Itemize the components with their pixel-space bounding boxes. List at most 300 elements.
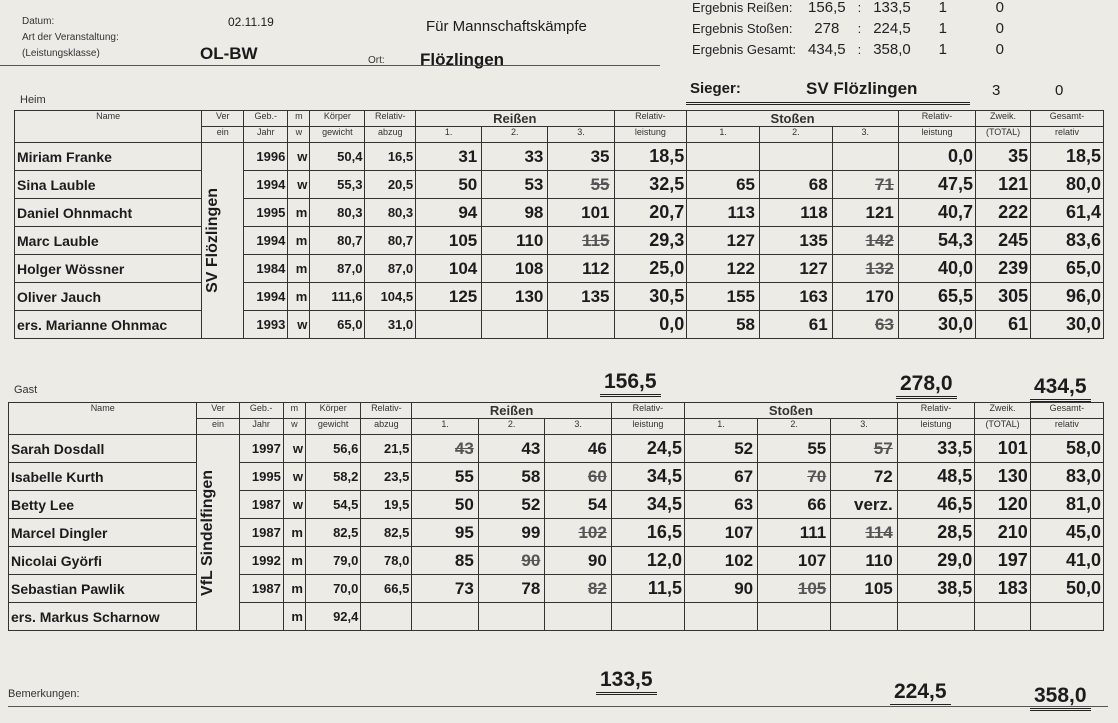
cell-mw: w [288,311,310,339]
points-a: 1 [938,0,947,16]
cell-s3: 105 [831,575,898,603]
athlete-row [15,199,1104,227]
cell-s2: 55 [758,435,831,463]
cell-rr: 25,0 [614,255,687,283]
cell-jahr: 1994 [244,171,288,199]
col-header-gs1: Gesamt- [1031,111,1104,127]
cell-gesamt: 96,0 [1031,283,1104,311]
cell-s3: 142 [832,227,898,255]
cell-r2: 78 [478,575,544,603]
cell-mw: m [283,547,305,575]
cell-kg: 54,5 [305,491,360,519]
cell-sr: 28,5 [897,519,975,547]
cell-rr: 11,5 [611,575,684,603]
cell-sr: 0,0 [898,143,975,171]
cell-s2: 127 [759,255,832,283]
sieger-points-b: 0 [1055,82,1064,99]
result-label: Ergebnis Gesamt: [692,42,797,57]
gast-sum-gesamt: 358,0 [1030,684,1091,711]
cell-r3: 112 [548,255,614,283]
col-header-kg1: Körper [310,111,365,127]
cell-rr: 34,5 [611,463,684,491]
col-header-name: Name [9,403,197,435]
cell-sr [897,603,975,631]
col-header-verein1: Ver [202,111,244,127]
cell-s1: 63 [684,491,757,519]
athlete-row [9,463,1104,491]
cell-r1 [416,311,482,339]
cell-rr [611,603,684,631]
result-b: 358,0 [873,41,911,58]
cell-total: 183 [975,575,1030,603]
cell-r2 [482,311,548,339]
col-header-reissen: Reißen [412,403,611,419]
cell-total: 101 [975,435,1030,463]
cell-r3: 54 [545,491,612,519]
cell-abzug: 66,5 [361,575,412,603]
cell-s2: 163 [759,283,832,311]
col-header-gs2: relativ [1031,127,1104,143]
cell-s2: 66 [758,491,831,519]
gast-sum-reissen: 133,5 [596,668,657,695]
cell-rr: 24,5 [611,435,684,463]
cell-s1: 127 [687,227,760,255]
cell-kg: 80,3 [310,199,365,227]
athlete-row [15,143,1104,171]
athlete-row [15,171,1104,199]
cell-s1: 107 [684,519,757,547]
result-label: Ergebnis Stoßen: [692,21,793,36]
cell-gesamt: 45,0 [1030,519,1103,547]
klasse-label: (Leistungsklasse) [22,48,100,59]
gast-sum-stossen: 224,5 [890,680,951,707]
col-header-zw1: Zweik. [975,403,1030,419]
cell-r1: 104 [416,255,482,283]
col-header-mw1: m [283,403,305,419]
cell-gesamt: 41,0 [1030,547,1103,575]
athlete-row [15,283,1104,311]
col-header-a1: 1. [416,127,482,143]
cell-r2: 53 [482,171,548,199]
col-header-rl2: leistung [611,419,684,435]
col-header-stossen: Stoßen [687,111,899,127]
cell-gesamt: 83,6 [1031,227,1104,255]
athlete-row [9,435,1104,463]
col-header-rel2: abzug [361,419,412,435]
cell-s2: 68 [759,171,832,199]
cell-s3: 114 [831,519,898,547]
cell-r2: 90 [478,547,544,575]
ort-value: Flözlingen [420,50,505,69]
cell-r2 [478,603,544,631]
header-row [15,111,1104,127]
points-b: 0 [995,0,1004,16]
cell-jahr: 1984 [244,255,288,283]
cell-r2: 58 [478,463,544,491]
col-header-kg1: Körper [305,403,360,419]
cell-kg: 92,4 [305,603,360,631]
cell-rr: 30,5 [614,283,687,311]
cell-kg: 56,6 [305,435,360,463]
sieger-label: Sieger: [690,80,741,97]
cell-s3: 110 [831,547,898,575]
cell-r3: 82 [545,575,612,603]
cell-s2 [759,143,832,171]
col-header-stossen: Stoßen [684,403,897,419]
cell-jahr: 1994 [244,283,288,311]
cell-gesamt: 80,0 [1031,171,1104,199]
col-header-a2: 2. [758,419,831,435]
col-header-verein2: ein [197,419,239,435]
athlete-row [9,547,1104,575]
cell-jahr: 1992 [239,547,283,575]
cell-jahr: 1996 [244,143,288,171]
athlete-name: ers. Markus Scharnow [9,603,197,631]
cell-mw: w [283,463,305,491]
bemerkungen-line [8,706,1108,707]
cell-s3: verz. [831,491,898,519]
cell-abzug: 78,0 [361,547,412,575]
header-row [9,403,1104,419]
cell-r2: 52 [478,491,544,519]
cell-r1: 95 [412,519,478,547]
cell-gesamt: 18,5 [1031,143,1104,171]
col-header-a1: 1. [412,419,478,435]
result-label: Ergebnis Reißen: [692,0,793,15]
col-header-rl1: Relativ- [897,403,975,419]
col-header-rel1: Relativ- [365,111,416,127]
cell-s3: 170 [832,283,898,311]
cell-r2: 98 [482,199,548,227]
cell-s3: 132 [832,255,898,283]
cell-r3: 55 [548,171,614,199]
cell-s1 [684,603,757,631]
cell-jahr [239,603,283,631]
cell-r3 [548,311,614,339]
cell-kg: 79,0 [305,547,360,575]
col-header-geb1: Geb.- [244,111,288,127]
cell-total: 121 [976,171,1031,199]
points-b: 0 [995,20,1004,37]
cell-mw: m [283,575,305,603]
cell-total [975,603,1030,631]
result-a: 434,5 [808,41,846,58]
heim-label: Heim [20,94,46,106]
cell-kg: 50,4 [310,143,365,171]
cell-r1: 94 [416,199,482,227]
cell-jahr: 1995 [239,463,283,491]
cell-s2 [758,603,831,631]
athlete-name: Betty Lee [9,491,197,519]
cell-total: 61 [976,311,1031,339]
athlete-name: Holger Wössner [15,255,202,283]
cell-sr: 40,7 [898,199,975,227]
sieger-value: SV Flözlingen [806,79,918,98]
col-header-rel2: abzug [365,127,416,143]
col-header-mw1: m [288,111,310,127]
cell-jahr: 1997 [239,435,283,463]
cell-gesamt: 30,0 [1031,311,1104,339]
cell-r1: 105 [416,227,482,255]
cell-sr: 40,0 [898,255,975,283]
athlete-name: Oliver Jauch [15,283,202,311]
cell-s1: 90 [684,575,757,603]
gast-table [8,402,1104,631]
cell-gesamt: 58,0 [1030,435,1103,463]
athlete-name: Marcel Dingler [9,519,197,547]
cell-rr: 32,5 [614,171,687,199]
cell-r3: 115 [548,227,614,255]
cell-rr: 18,5 [614,143,687,171]
col-header-a3: 3. [545,419,612,435]
points-a: 1 [938,20,947,37]
cell-s3: 72 [831,463,898,491]
cell-kg: 87,0 [310,255,365,283]
athlete-name: Marc Lauble [15,227,202,255]
datum-value: 02.11.19 [228,15,274,29]
cell-abzug: 19,5 [361,491,412,519]
col-header-reissen: Reißen [416,111,614,127]
cell-jahr: 1994 [244,227,288,255]
col-header-rl2: leistung [898,127,975,143]
datum-label: Datum: [22,16,55,27]
points-b: 0 [995,41,1004,58]
cell-r2: 108 [482,255,548,283]
cell-gesamt: 50,0 [1030,575,1103,603]
col-header-geb2: Jahr [239,419,283,435]
cell-r1: 50 [416,171,482,199]
cell-rr: 20,7 [614,199,687,227]
col-header-geb2: Jahr [244,127,288,143]
cell-r1: 31 [416,143,482,171]
cell-gesamt: 81,0 [1030,491,1103,519]
cell-abzug: 104,5 [365,283,416,311]
gast-label: Gast [14,384,38,396]
athlete-row [9,519,1104,547]
cell-abzug: 82,5 [361,519,412,547]
cell-gesamt: 65,0 [1031,255,1104,283]
cell-abzug: 20,5 [365,171,416,199]
cell-sr: 54,3 [898,227,975,255]
col-header-geb1: Geb.- [239,403,283,419]
cell-total: 35 [976,143,1031,171]
col-header-verein1: Ver [197,403,239,419]
cell-abzug: 21,5 [361,435,412,463]
cell-s1 [687,143,760,171]
col-header-a2: 2. [759,127,832,143]
col-header-mw2: w [283,419,305,435]
cell-s2: 105 [758,575,831,603]
heim-table [14,110,1104,339]
athlete-row [15,311,1104,339]
cell-mw: m [288,199,310,227]
cell-total: 305 [976,283,1031,311]
result-b: 133,5 [873,0,911,16]
cell-s2: 107 [758,547,831,575]
col-header-zw1: Zweik. [976,111,1031,127]
col-header-rel1: Relativ- [361,403,412,419]
result-a: 278 [814,20,840,37]
cell-mw: m [283,519,305,547]
cell-r1 [412,603,478,631]
cell-mw: m [288,255,310,283]
cell-sr: 30,0 [898,311,975,339]
cell-s2: 61 [759,311,832,339]
cell-sr: 29,0 [897,547,975,575]
cell-sr: 38,5 [897,575,975,603]
athlete-row [15,227,1104,255]
cell-s3: 63 [832,311,898,339]
cell-s1: 102 [684,547,757,575]
athlete-name: Isabelle Kurth [9,463,197,491]
cell-sr: 65,5 [898,283,975,311]
cell-jahr: 1987 [239,575,283,603]
cell-s3 [831,603,898,631]
athlete-name: ers. Marianne Ohnmac [15,311,202,339]
cell-total: 222 [976,199,1031,227]
cell-kg: 55,3 [310,171,365,199]
cell-r3: 35 [548,143,614,171]
cell-jahr: 1993 [244,311,288,339]
cell-s1: 65 [687,171,760,199]
cell-r3: 60 [545,463,612,491]
cell-r3 [545,603,612,631]
cell-r2: 130 [482,283,548,311]
cell-abzug: 87,0 [365,255,416,283]
cell-kg: 70,0 [305,575,360,603]
col-header-mw2: w [288,127,310,143]
col-header-rl1: Relativ- [614,111,687,127]
cell-r3: 101 [548,199,614,227]
cell-abzug [361,603,412,631]
cell-abzug: 31,0 [365,311,416,339]
heim-sum-stossen: 278,0 [896,372,957,399]
col-header-a3: 3. [831,419,898,435]
cell-r1: 73 [412,575,478,603]
result-a: 156,5 [808,0,846,16]
col-header-zw2: (TOTAL) [976,127,1031,143]
cell-kg: 65,0 [310,311,365,339]
cell-s3: 71 [832,171,898,199]
cell-rr: 16,5 [611,519,684,547]
cell-s1: 113 [687,199,760,227]
athlete-row [15,255,1104,283]
col-header-a2: 2. [478,419,544,435]
cell-mw: w [288,171,310,199]
mannschaft-title: Für Mannschaftskämpfe [426,18,587,35]
cell-mw: w [288,143,310,171]
cell-total: 210 [975,519,1030,547]
cell-s3 [832,143,898,171]
cell-sr: 47,5 [898,171,975,199]
sieger-rule [686,102,970,105]
col-header-verein2: ein [202,127,244,143]
cell-mw: m [288,227,310,255]
cell-gesamt: 61,4 [1031,199,1104,227]
cell-r1: 85 [412,547,478,575]
cell-mw: w [283,491,305,519]
athlete-row [9,491,1104,519]
cell-gesamt [1030,603,1103,631]
cell-s2: 111 [758,519,831,547]
cell-kg: 82,5 [305,519,360,547]
col-header-zw2: (TOTAL) [975,419,1030,435]
cell-kg: 58,2 [305,463,360,491]
cell-abzug: 16,5 [365,143,416,171]
cell-kg: 80,7 [310,227,365,255]
cell-s2: 135 [759,227,832,255]
sieger-points-a: 3 [992,82,1001,99]
cell-s3: 121 [832,199,898,227]
cell-rr: 12,0 [611,547,684,575]
klasse-value: OL-BW [200,44,258,63]
cell-rr: 0,0 [614,311,687,339]
cell-r3: 46 [545,435,612,463]
bemerkungen-label: Bemerkungen: [8,688,80,700]
col-header-a1: 1. [687,127,760,143]
cell-s1: 58 [687,311,760,339]
cell-r1: 43 [412,435,478,463]
cell-rr: 29,3 [614,227,687,255]
cell-mw: m [283,603,305,631]
col-header-rl2: leistung [897,419,975,435]
cell-r1: 50 [412,491,478,519]
cell-r2: 99 [478,519,544,547]
result-b: 224,5 [873,20,911,37]
cell-total: 239 [976,255,1031,283]
cell-s3: 57 [831,435,898,463]
cell-total: 197 [975,547,1030,575]
col-header-rl1: Relativ- [898,111,975,127]
heim-sum-reissen: 156,5 [600,370,661,397]
cell-r1: 125 [416,283,482,311]
col-header-gs1: Gesamt- [1030,403,1103,419]
athlete-row [9,603,1104,631]
cell-jahr: 1987 [239,519,283,547]
cell-sr: 48,5 [897,463,975,491]
cell-s2: 70 [758,463,831,491]
club-cell [202,143,244,339]
header-rule [0,65,660,66]
cell-mw: m [288,283,310,311]
athlete-name: Miriam Franke [15,143,202,171]
cell-r1: 55 [412,463,478,491]
col-header-a3: 3. [832,127,898,143]
cell-s1: 155 [687,283,760,311]
col-header-name: Name [15,111,202,143]
heim-sum-gesamt: 434,5 [1030,375,1091,402]
cell-abzug: 23,5 [361,463,412,491]
col-header-a3: 3. [548,127,614,143]
ort-label: Ort: [368,55,385,66]
cell-abzug: 80,3 [365,199,416,227]
art-label: Art der Veranstaltung: [22,32,119,43]
col-header-gs2: relativ [1030,419,1103,435]
cell-r2: 33 [482,143,548,171]
col-header-kg2: gewicht [310,127,365,143]
athlete-name: Sebastian Pawlik [9,575,197,603]
cell-abzug: 80,7 [365,227,416,255]
col-header-a2: 2. [482,127,548,143]
col-header-a1: 1. [684,419,757,435]
cell-total: 120 [975,491,1030,519]
result-summary: Ergebnis Reißen: 156,5 : 133,5 1 0 Ergebnis Stoßen: 278 : 224,5 1 0 Ergebnis Gesamt: 434,5 : 358,0 1 0 [686,0,1031,60]
cell-s1: 122 [687,255,760,283]
cell-jahr: 1987 [239,491,283,519]
cell-r3: 90 [545,547,612,575]
club-name: SV Flözlingen [204,188,222,293]
cell-s1: 67 [684,463,757,491]
